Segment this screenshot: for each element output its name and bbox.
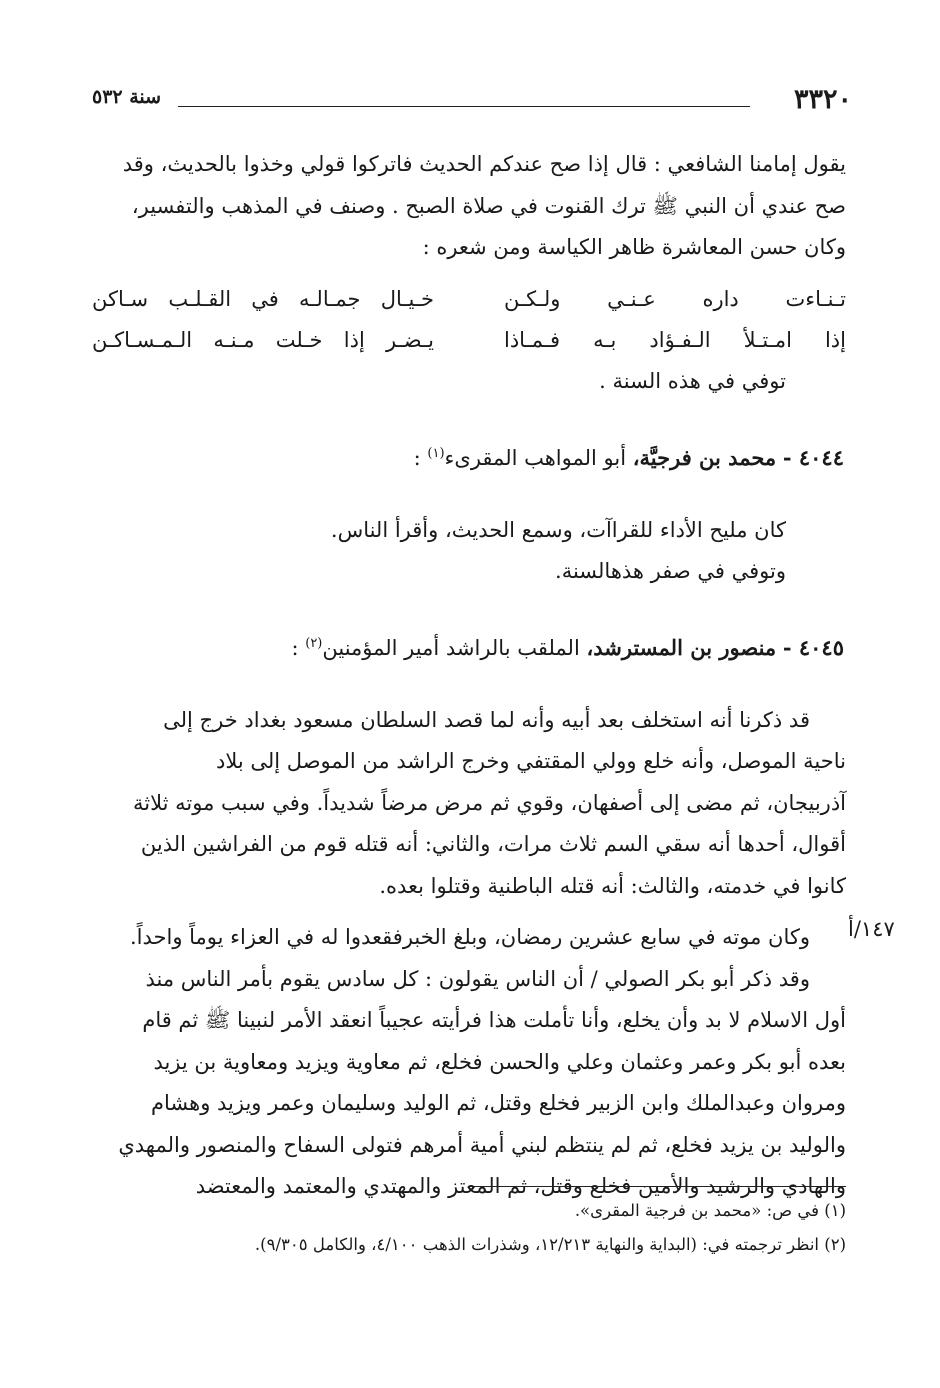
paragraph-line: وقد ذكر أبو بكر الصولي / أن الناس يقولون : كل سادس يقوم بأمر الناس منذ: [145, 966, 810, 991]
paragraph-line: ومروان وعبدالملك وابن الزبير فخلع وقتل، ثم الوليد وسليمان وعمر ويزيد وهشام: [150, 1091, 846, 1115]
entry-name: محمد بن فرجيَّة،: [632, 444, 777, 470]
verse-first-hemistich: إذا امـتـلأ الـفـؤاد بـه فـمـاذا: [504, 327, 846, 352]
paragraph-line: آذربيجان، ثم مضى إلى أصفهان، وقوي ثم مرض مرضاً شديداً. وفي سبب موته ثلاثة: [132, 790, 846, 815]
footnotes: [92, 1194, 846, 1262]
year-label: سنة ٥٣٢: [92, 86, 162, 108]
poem-verse: [92, 320, 846, 361]
paragraph-line: يقول إمامنا الشافعي : قال إذا صح عندكم الحديث فاتركوا قولي وخذوا بالحديث، وقد: [122, 152, 846, 176]
entry-text-line: كان مليح الأداء للقراآت، وسمع الحديث، وأقرأ الناس.: [330, 517, 786, 542]
entry-text-line: وتوفي في صفر هذهالسنة.: [555, 558, 786, 583]
paragraph-line: والوليد بن يزيد فخلع، ثم لم ينتظم لبني أمية أمرهم فتولى السفاح والمنصور والمهدي: [118, 1132, 846, 1157]
entry-name: منصور بن المسترشد،: [586, 634, 777, 660]
page-header: [92, 84, 852, 118]
paragraph-line: وكان حسن المعاشرة ظاهر الكياسة ومن شعره :: [422, 235, 846, 259]
footnote-rule: [474, 1186, 846, 1187]
paragraph-line: كانوا في خدمته، والثالث: أنه قتله الباطنية وقتلوا بعده.: [379, 873, 846, 898]
verse-second-hemistich: يـضـر إذا خـلت مـنـه الـمـسـاكـن: [92, 327, 434, 352]
paragraph-line: قد ذكرنا أنه استخلف بعد أبيه وأنه لما قصد السلطان مسعود بغداد خرج إلى: [163, 707, 810, 732]
footnote: (١) في ص: «محمد بن فرجية المقرى».: [574, 1201, 846, 1220]
entry-title: الملقب بالراشد أمير المؤمنين: [322, 635, 580, 660]
paragraph-line: والهادي والرشيد والأمين فخلع وقتل، ثم المعتز والمهتدي والمعتمد والمعتضد: [195, 1174, 846, 1198]
paragraph-line: أقوال، أحدها أنه سقي السم ثلاث مرات، والثاني: أنه قتله قوم من الفراشين الذين: [140, 832, 846, 856]
paragraph-line: وكان موته في سابع عشرين رمضان، وبلغ الخبرفقعدوا له في العزاء يوماً واحداً.: [129, 925, 810, 949]
footnote: (٢) انظر ترجمته في: (البداية والنهاية ١٢/٢١٣، وشذرات الذهب ٤/١٠٠، والكامل ٩/٣٠٥).: [254, 1235, 846, 1254]
poem-verse: [92, 279, 846, 320]
entry-colon: :: [413, 445, 421, 470]
manuscript-folio-ref: ١٤٧/أ: [848, 917, 895, 941]
paragraph-line: بعده أبو بكر وعمر وعثمان وعلي والحسن فخلع، ثم معاوية ويزيد ومعاوية بن يزيد: [153, 1049, 846, 1074]
paragraph-line: صح عندي أن النبي ﷺ ترك القنوت في صلاة الصبح . وصنف في المذهب والتفسير،: [131, 193, 846, 218]
entry-title: أبو المواهب المقرىء: [444, 445, 627, 470]
page-body: [92, 144, 846, 1208]
footnote-marker: (١): [427, 445, 445, 461]
footnote-marker: (٢): [305, 635, 323, 651]
page-number: ٣٣٢٠: [793, 84, 852, 115]
verse-second-hemistich: خـيـال جمـالـه في القـلـب سـاكن: [92, 286, 434, 311]
paragraph-line: أول الاسلام لا بد وأن يخلع، وأنا تأملت هذا فرأيته عجيباً انعقد الأمر لنبينا ﷺ ثم قام: [142, 1008, 846, 1032]
entry-number: ٤٠٤٤ -: [782, 444, 844, 470]
entry-number: ٤٠٤٥ -: [782, 634, 844, 660]
entry-heading-4044: [92, 433, 846, 479]
entry-heading-4045: [92, 623, 846, 669]
verse-first-hemistich: تـنـاءت داره عـنـي ولـكـن: [504, 286, 846, 311]
entry-colon: :: [291, 635, 299, 660]
death-note: توفي في هذه السنة .: [599, 368, 786, 393]
paragraph-line: ناحية الموصل، وأنه خلع وولي المقتفي وخرج الراشد من الموصل إلى بلاد: [215, 749, 846, 773]
header-rule: [178, 106, 750, 107]
